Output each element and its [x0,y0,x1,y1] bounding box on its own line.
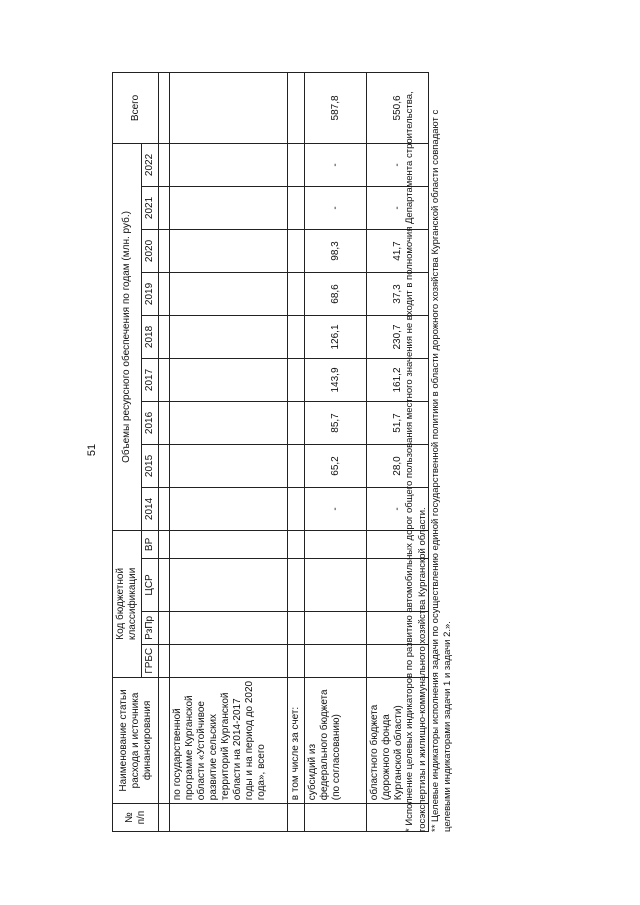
row-value [170,272,288,315]
header-code-csr: ЦСР [142,558,159,611]
header-code-group: Код бюджетной классификации [113,530,142,677]
row-value: 28,0 [367,444,429,487]
row-value: 98,3 [305,229,367,272]
row-value: 230,7 [367,315,429,358]
header-year: 2020 [142,229,159,272]
footnotes [404,72,455,832]
header-year: 2014 [142,487,159,530]
row-name: по государственной программе Курганской области «Устойчивое развитие сельских территорий Курганской области на 2014-2017 годы и на период до 2020 года», всего [170,677,288,803]
row-value [288,315,305,358]
row-num [305,804,367,832]
row-code [170,644,288,677]
row-code [305,558,367,611]
row-value: - [305,487,367,530]
row-total: 550,6 [367,73,429,144]
row-value: 161,2 [367,358,429,401]
row-value [170,487,288,530]
row-value [170,444,288,487]
header-code-grbs: ГРБС [142,644,159,677]
row-num [170,804,288,832]
row-code [288,611,305,644]
row-value: 65,2 [305,444,367,487]
row-code [170,558,288,611]
header-year: 2016 [142,401,159,444]
row-value: - [367,186,429,229]
row-value [288,186,305,229]
row-code [305,530,367,558]
header-code-rzpr: РзПр [142,611,159,644]
row-value [288,401,305,444]
row-name: в том числе за счет: [288,677,305,803]
row-code [288,644,305,677]
row-value: 126,1 [305,315,367,358]
row-code [305,611,367,644]
header-year: 2015 [142,444,159,487]
header-year: 2018 [142,315,159,358]
row-value [170,401,288,444]
budget-table [112,72,429,832]
rotated-page-content [112,72,472,832]
row-name: областного бюджета (дорожного фонда Курганской области) [367,677,429,803]
row-value [170,143,288,186]
row-code [170,530,288,558]
row-value: 51,7 [367,401,429,444]
row-value [288,444,305,487]
row-value: - [367,487,429,530]
row-total [288,73,305,144]
header-year: 2019 [142,272,159,315]
table-row [288,73,305,832]
row-value [288,229,305,272]
row-value: - [367,143,429,186]
header-year: 2021 [142,186,159,229]
footnote: * Исполнение целевых индикаторов по развитию автомобильных дорог общего пользования местного значения не входит в полномочия Департамента строительства, госэкспертизы и жилищно-коммунального хозяйства Курганской области. [404,91,428,832]
row-code [305,644,367,677]
row-value: 85,7 [305,401,367,444]
row-value [288,143,305,186]
row-code [288,558,305,611]
header-year: 2022 [142,143,159,186]
row-total [170,73,288,144]
row-value: 68,6 [305,272,367,315]
row-num [288,804,305,832]
table-row [305,73,367,832]
row-value [288,487,305,530]
header-volume-group: Объемы ресурсного обеспечения по годам (млн. руб.) [113,143,142,530]
header-name: Наименование статьи расхода и источника финансирования [113,677,159,803]
row-name: субсидий из федерального бюджета (по согласованию) [305,677,367,803]
row-value [288,358,305,401]
header-spacer-row [159,73,170,832]
row-value [170,229,288,272]
table-row [170,73,288,832]
header-total: Всего [113,73,159,144]
page-number: 51 [86,443,98,457]
row-value [288,272,305,315]
row-value: - [305,143,367,186]
row-total: 587,8 [305,73,367,144]
row-value [170,358,288,401]
header-code-vr: ВР [142,530,159,558]
row-value: 41,7 [367,229,429,272]
row-value [170,186,288,229]
row-value: 143,9 [305,358,367,401]
footnote: ** Целевые индикаторы исполнения задачи по осуществлению единой государственной политики в области дорожного хозяйства Курганской области совпадают с целевыми индикаторами задачи 1 и задачи 2.». [429,109,454,832]
row-value [170,315,288,358]
header-year: 2017 [142,358,159,401]
row-value: 37,3 [367,272,429,315]
row-code [170,611,288,644]
header-num: № п/п [113,804,159,832]
row-code [288,530,305,558]
row-value: - [305,186,367,229]
